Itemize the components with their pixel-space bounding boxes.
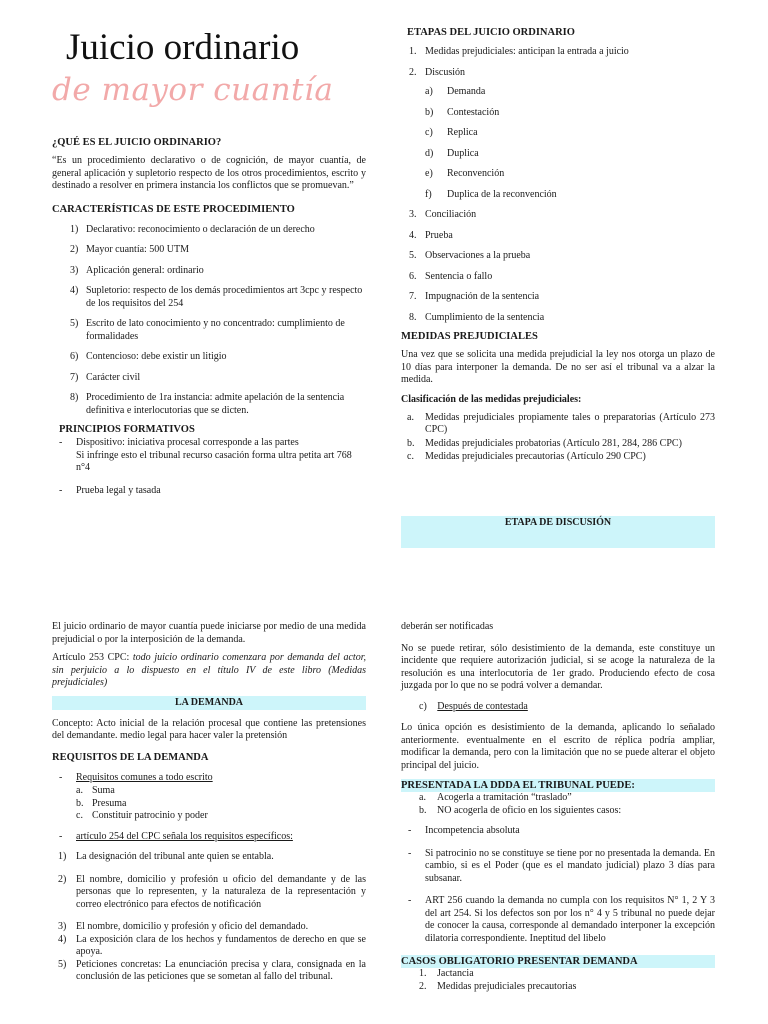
case-text: Si patrocinio no se constituye se tiene por no presentada la demanda. En cambio, si es el Poder (que es el mandato judicial) plazo 3 días para subsanar. <box>425 847 715 884</box>
mandatory-cases-list <box>401 968 715 993</box>
characteristic-item <box>52 318 366 343</box>
characteristics-heading: CARACTERÍSTICAS DE ESTE PROCEDIMIENTO <box>52 203 295 215</box>
classification-list <box>401 412 715 464</box>
concept-text: Concepto: Acto inicial de la relación procesal que contiene las pretensiones del demandante. medio legal para hacer valer la pretensión <box>52 717 366 741</box>
principles-heading: PRINCIPIOS FORMATIVOS <box>59 424 195 435</box>
classification-item-text: Medidas prejudiciales propiamente tales o preparatorias (Artículo 273 CPC) <box>425 411 715 435</box>
discussion-subitem-marker: f) <box>425 188 432 200</box>
req-254-item-marker: 3) <box>58 921 67 932</box>
stage-item-number: 2. <box>409 66 417 78</box>
left-bottom-column <box>52 621 366 994</box>
classification-item <box>401 451 715 464</box>
mandatory-case-item <box>419 968 715 981</box>
stage-item-text: Sentencia o fallo <box>425 270 493 282</box>
filed-demand-heading <box>401 779 715 792</box>
filed-demand-subitem-text: Acogerla a tramitación “traslado” <box>437 792 572 803</box>
discussion-sublist <box>401 86 715 201</box>
only-option-text: Lo única opción es desistimiento de la demanda, aplicando lo señalado anteriormente. eventualmente en el escrito de réplica podría ampliar, modificar la demanda, pero con la limitación que no se puede alterar el objeto principal del juicio. <box>401 722 715 771</box>
characteristic-item <box>52 392 366 417</box>
characteristics-list <box>52 224 366 418</box>
stage-item-text: Conciliación <box>425 209 477 220</box>
prejudicial-text: Una vez que se solicita una medida prejudicial la ley nos otorga un plazo de 10 días para interponer la demanda. De no ser así el tribunal va a alzar la medida. <box>401 349 715 385</box>
characteristic-item-number: 4) <box>70 285 79 296</box>
stage-item-number: 1. <box>409 46 417 57</box>
discussion-subitem <box>425 148 715 161</box>
stages-heading: ETAPAS DEL JUICIO ORDINARIO <box>407 27 575 38</box>
principle-text: Dispositivo: iniciativa procesal corresponde a las partes Si infringe esto el tribunal recurso casación forma ultra petita art 768 n°4 <box>76 437 352 473</box>
req-254-item-text: El nombre, domicilio y profesión y oficio del demandado. <box>76 921 309 932</box>
req-common-subitem <box>76 798 366 811</box>
article-quote: todo juicio ordinario comenzara por demanda del actor, sin perjuicio a lo dispuesto en el título IV de este libro (Medidas prejudiciales) <box>52 652 366 688</box>
discussion-subitem <box>425 168 715 181</box>
req-254-item <box>52 959 366 984</box>
after-answer-label: Después de contestada <box>437 700 528 712</box>
req-254-item-text: El nombre, domicilio y profesión u oficio del demandante y de las personas que lo representen, y la naturaleza de la representación y correo electrónico para efectos de notificación <box>76 873 366 910</box>
question-heading: ¿QUÉ ES EL JUICIO ORDINARIO? <box>52 137 222 148</box>
filed-demand-subitem <box>419 805 715 818</box>
filed-demand-subitem-marker: a. <box>419 792 426 803</box>
classification-item-text: Medidas prejudiciales probatorias (Artículo 281, 284, 286 CPC) <box>425 437 682 449</box>
req-254-label: artículo 254 del CPC señala los requisitos específicos: <box>76 830 293 842</box>
req-254-item-text: La exposición clara de los hechos y fundamentos de derecho en que se apoya. <box>76 933 366 957</box>
discussion-stage-band <box>401 516 715 548</box>
page-title: Juicio ordinario <box>66 27 300 68</box>
filed-demand-subitem <box>419 792 715 805</box>
continued-text-1: deberán ser notificadas <box>401 621 494 632</box>
characteristic-item-text: Procedimiento de 1ra instancia: admite apelación de la sentencia definitiva e interlocutorias que se dicten. <box>86 392 345 416</box>
discussion-subitem-text: Contestación <box>447 106 500 118</box>
article-253 <box>52 652 366 690</box>
requirements-heading: REQUISITOS DE LA DEMANDA <box>52 751 209 763</box>
characteristic-item <box>52 351 366 364</box>
stage-item <box>401 271 715 284</box>
characteristic-item-number: 7) <box>70 371 79 383</box>
stage-item-text: Impugnación de la sentencia <box>425 291 540 302</box>
req-common-subitem-text: Suma <box>92 785 115 796</box>
req-common-subitem <box>76 785 366 798</box>
case-item <box>401 848 715 886</box>
page-subtitle: de mayor cuantía <box>52 72 334 108</box>
stage-item <box>401 250 715 263</box>
classification-item-marker: a. <box>407 411 414 423</box>
characteristic-item-number: 8) <box>70 392 79 403</box>
principles-list <box>52 437 366 497</box>
right-bottom-column <box>401 621 715 993</box>
discussion-subitem <box>425 107 715 120</box>
classification-item <box>401 412 715 437</box>
mandatory-case-item-text: Medidas prejudiciales precautorias <box>437 980 577 992</box>
characteristic-item <box>52 372 366 385</box>
stage-item <box>401 209 715 222</box>
discussion-subitem <box>425 127 715 140</box>
article-prefix: Artículo 253 CPC: <box>52 652 133 663</box>
req-254-item <box>52 934 366 959</box>
req-common-subitem <box>76 810 366 823</box>
characteristic-item <box>52 224 366 237</box>
characteristic-item-text: Escrito de lato conocimiento y no concentrado: cumplimiento de formalidades <box>86 318 345 342</box>
discussion-subitem-text: Reconvención <box>447 168 505 179</box>
discussion-stage-label: ETAPA DE DISCUSIÓN <box>504 517 612 528</box>
characteristic-item-text: Carácter civil <box>86 371 141 383</box>
req-254-item-marker: 4) <box>58 933 67 945</box>
mandatory-cases-label: CASOS OBLIGATORIO PRESENTAR DEMANDA <box>401 956 638 967</box>
discussion-subitem-marker: a) <box>425 86 433 97</box>
discussion-subitem-text: Demanda <box>447 86 486 97</box>
classification-item <box>401 438 715 451</box>
after-answer-item <box>401 701 715 714</box>
req-254-item-marker: 5) <box>58 958 67 970</box>
req-common-subitem-marker: b. <box>76 797 84 809</box>
stage-item <box>401 46 715 59</box>
classification-item-text: Medidas prejudiciales precautorias (Artículo 290 CPC) <box>425 451 646 462</box>
stage-item-text: Prueba <box>425 229 453 241</box>
characteristic-item-text: Supletorio: respecto de los demás procedimientos art 3cpc y respecto de los requisitos del 254 <box>86 285 363 309</box>
req-254-item-text: Peticiones concretas: La enunciación precisa y clara, consignada en la conclusión de las peticiones que se sometan al fallo del tribunal. <box>76 958 366 982</box>
req-common-subitem-marker: c. <box>76 810 83 821</box>
discussion-subitem-marker: b) <box>425 106 434 118</box>
mandatory-case-item-text: Jactancia <box>437 968 474 979</box>
requirements-list <box>52 772 366 844</box>
classification-item-marker: b. <box>407 437 415 449</box>
discussion-subitem-text: Duplica de la reconvención <box>447 188 557 200</box>
characteristic-item-number: 6) <box>70 351 79 362</box>
filed-demand-subitem-marker: b. <box>419 804 427 816</box>
filed-demand-subitem-text: NO acogerla de oficio en los siguientes casos: <box>437 804 622 816</box>
discussion-subitem-text: Replica <box>447 127 478 138</box>
stages-list <box>401 46 715 79</box>
req-254-list <box>52 851 366 984</box>
req-common-subitem-text: Presuma <box>92 797 127 809</box>
stage-item-text: Cumplimiento de la sentencia <box>425 311 545 323</box>
principle-item <box>52 485 366 498</box>
filed-demand-sublist <box>401 792 715 817</box>
filed-demand-label: PRESENTADA LA DDDA EL TRIBUNAL PUEDE: <box>401 780 635 791</box>
classification-item-marker: c. <box>407 451 414 462</box>
prejudicial-heading: MEDIDAS PREJUDICIALES <box>401 331 538 342</box>
stage-item-number: 7. <box>409 291 417 302</box>
discussion-subitem-marker: c) <box>425 127 433 138</box>
stage-item <box>401 312 715 325</box>
case-text: Incompetencia absoluta <box>425 825 520 836</box>
mandatory-case-item-marker: 1. <box>419 968 427 979</box>
discussion-subitem <box>425 189 715 202</box>
discussion-subitem <box>425 86 715 99</box>
discussion-subitem-marker: d) <box>425 147 434 159</box>
principle-text: Prueba legal y tasada <box>76 484 161 496</box>
req-254-item <box>52 921 366 934</box>
stage-item-text: Discusión <box>425 66 465 78</box>
classification-heading: Clasificación de las medidas prejudiciales: <box>401 393 582 405</box>
stage-item-text: Observaciones a la prueba <box>425 250 531 261</box>
stage-item <box>401 67 715 80</box>
mandatory-case-item <box>419 981 715 994</box>
characteristic-item-number: 1) <box>70 223 79 235</box>
stages-list-rest <box>401 209 715 324</box>
req-254-item <box>52 874 366 912</box>
characteristic-item-number: 2) <box>70 244 79 255</box>
characteristic-item-text: Mayor cuantía: 500 UTM <box>86 244 190 255</box>
req-254-item-text: La designación del tribunal ante quien se entabla. <box>76 851 274 862</box>
req-254-item-marker: 2) <box>58 873 67 885</box>
characteristic-item-text: Contencioso: debe existir un litigio <box>86 351 227 362</box>
left-top-column <box>52 136 366 497</box>
characteristic-item <box>52 265 366 278</box>
characteristic-item-text: Aplicación general: ordinario <box>86 264 204 276</box>
discussion-subitem-text: Duplica <box>447 147 479 159</box>
demand-band-label: LA DEMANDA <box>174 696 244 708</box>
req-common-subitem-marker: a. <box>76 785 83 796</box>
req-common-label: Requisitos comunes a todo escrito <box>76 771 213 783</box>
mandatory-case-item-marker: 2. <box>419 980 427 992</box>
characteristic-item-number: 3) <box>70 264 79 276</box>
intro-text: El juicio ordinario de mayor cuantía puede iniciarse por medio de una medida prejudicial o por la interposición de la demanda. <box>52 621 366 645</box>
characteristic-item-text: Declarativo: reconocimiento o declaración de un derecho <box>86 223 315 235</box>
req-common-item <box>52 772 366 823</box>
definition-text: “Es un procedimiento declarativo o de cognición, de mayor cuantía, de general aplicación y supletorio respecto de los otros procedimientos, escrito y destinado a resolver en primera instancia los conflictos que se promuevan.” <box>52 155 366 191</box>
continued-text-2: No se puede retirar, sólo desistimiento de la demanda, este constituye un incidente que requiere autorización judicial, si se acoge la naturaleza de la resolución es una interlocutoria de 1er grado. Produciendo efecto de cosa juzgada por lo que no se podrá volver a demandar. <box>401 642 715 691</box>
stage-item <box>401 230 715 243</box>
stage-item-number: 6. <box>409 270 417 282</box>
req-254-item-marker: 1) <box>58 851 67 862</box>
principle-item <box>52 437 366 475</box>
stage-item-number: 5. <box>409 250 417 261</box>
stage-item <box>401 291 715 304</box>
case-item <box>401 895 715 945</box>
case-item <box>401 825 715 838</box>
discussion-subitem-marker: e) <box>425 168 433 179</box>
req-254-item <box>52 851 366 864</box>
cases-list <box>401 825 715 945</box>
stage-item-text: Medidas prejudiciales: anticipan la entrada a juicio <box>425 46 629 57</box>
demand-band <box>52 696 366 710</box>
stage-item-number: 8. <box>409 311 417 323</box>
mandatory-cases-heading <box>401 955 715 968</box>
stage-item-number: 3. <box>409 209 417 220</box>
characteristic-item-number: 5) <box>70 318 79 329</box>
stage-item-number: 4. <box>409 229 417 241</box>
req-common-sublist <box>76 785 366 823</box>
req-254-item <box>52 831 366 844</box>
characteristic-item <box>52 244 366 257</box>
after-answer-marker: c) <box>419 700 427 712</box>
right-top-column <box>401 26 715 465</box>
characteristic-item <box>52 285 366 310</box>
req-common-subitem-text: Constituir patrocinio y poder <box>92 810 208 821</box>
case-text: ART 256 cuando la demanda no cumpla con los requisitos N° 1, 2 Y 3 del art 254. Si los defectos son por los n° 4 y 5 tribunal no puede dejar de conocer la causa, corresponde al demandado interponer la excepción dilatoria correspondiente. Ineptitud del libelo <box>425 895 715 944</box>
